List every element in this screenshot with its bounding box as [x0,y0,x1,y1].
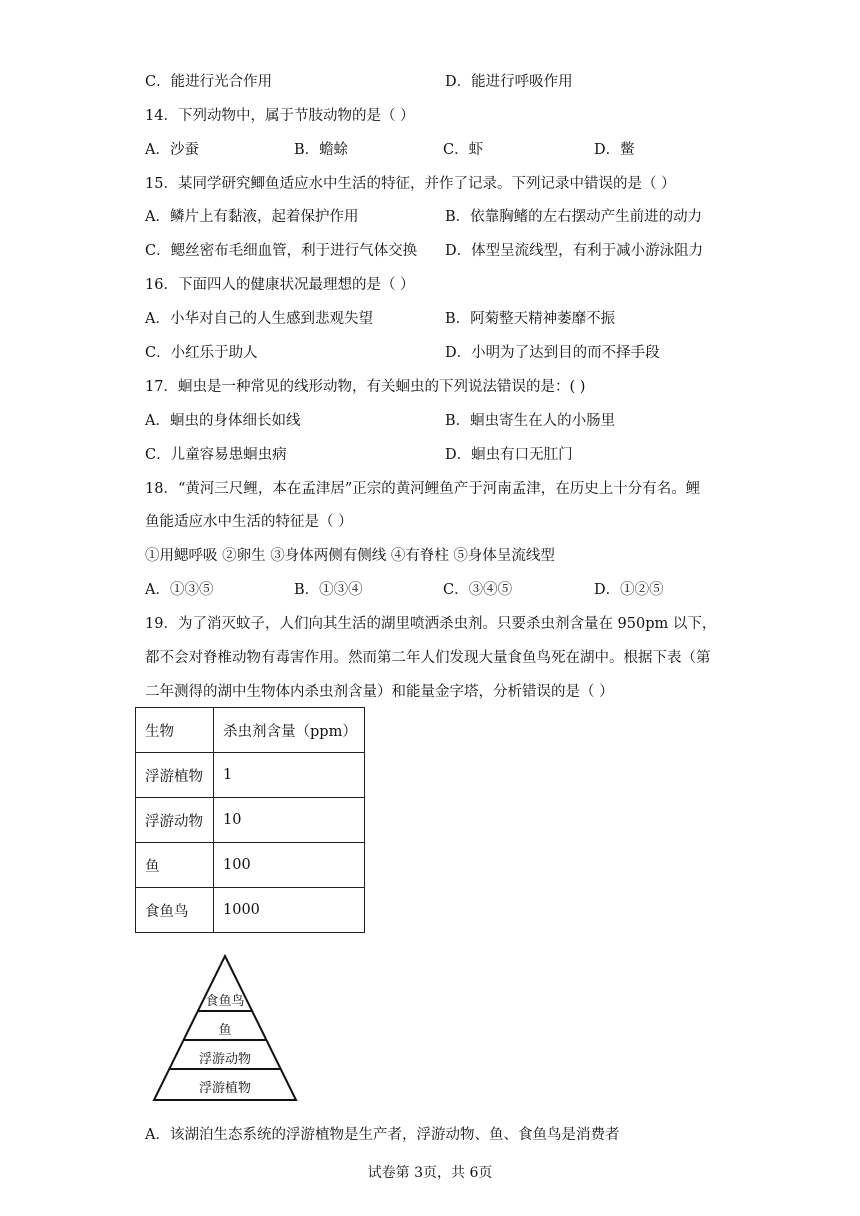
table-row [136,798,365,843]
q14-stem: 14．下列动物中，属于节肢动物的是（ ） [145,108,415,124]
q14-option-d: D．鳖 [594,142,635,158]
q17-option-c: C．儿童容易患蛔虫病 [145,447,287,463]
table-cell: 100 [214,843,365,888]
table-cell: 10 [214,798,365,843]
q15-option-b: B．依靠胸鳍的左右摆动产生前进的动力 [445,209,703,225]
pyramid-level-label: 鱼 [218,1023,232,1038]
energy-pyramid [150,952,300,1107]
table-row [136,888,365,933]
pyramid-level-label: 浮游动物 [198,1052,252,1067]
q17-option-a: A．蛔虫的身体细长如线 [145,413,301,429]
table-row [136,753,365,798]
q17-option-b: B．蛔虫寄生在人的小肠里 [445,413,616,429]
q18-option-d: D．①②⑤ [594,582,664,598]
page-footer: 试卷第 3页，共 6页 [367,1165,493,1181]
table-header-cell: 杀虫剂含量（ppm） [214,708,365,753]
pesticide-table [135,707,365,933]
q13-option-d: D．能进行呼吸作用 [445,74,573,90]
q18-stem-line-1: 18．“黄河三尺鲤，本在孟津居”正宗的黄河鲤鱼产于河南孟津，在历史上十分有名。鲤 [145,481,701,497]
table-row [136,843,365,888]
q17-stem: 17．蛔虫是一种常见的线形动物，有关蛔虫的下列说法错误的是：( ) [145,379,586,395]
q14-option-c: C．虾 [443,142,484,158]
q15-option-c: C．鳃丝密布毛细血管，利于进行气体交换 [145,243,418,259]
q14-option-b: B．蟾蜍 [294,142,349,158]
q16-option-c: C．小红乐于助人 [145,345,258,361]
q18-statement-list: ①用鳃呼吸 ②卵生 ③身体两侧有侧线 ④有脊柱 ⑤身体呈流线型 [145,548,555,564]
q16-option-b: B．阿菊整天精神萎靡不振 [445,311,616,327]
q16-option-a: A．小华对自己的人生感到悲观失望 [145,311,373,327]
q15-stem: 15．某同学研究鲫鱼适应水中生活的特征，并作了记录。下列记录中错误的是（ ） [145,176,676,192]
q18-option-a: A．①③⑤ [145,582,214,598]
table-cell: 浮游植物 [136,753,214,798]
pyramid-level-label: 浮游植物 [198,1081,252,1096]
q17-option-d: D．蛔虫有口无肛门 [445,447,573,463]
q15-option-d: D．体型呈流线型，有利于减小游泳阻力 [445,243,704,259]
q19-option-a: A．该湖泊生态系统的浮游植物是生产者，浮游动物、鱼、食鱼鸟是消费者 [145,1127,620,1143]
table-header-row [136,708,365,753]
q18-stem-line-2: 鱼能适应水中生活的特征是（ ） [145,514,353,530]
q13-option-c: C．能进行光合作用 [145,74,273,90]
q19-stem-line-2: 都不会对脊椎动物有毒害作用。然而第二年人们发现大量食鱼鸟死在湖中。根据下表（第 [145,650,711,666]
table-cell: 鱼 [136,843,214,888]
table-cell: 1 [214,753,365,798]
table-cell: 食鱼鸟 [136,888,214,933]
table-header-cell: 生物 [136,708,214,753]
q15-option-a: A．鳞片上有黏液，起着保护作用 [145,209,359,225]
q19-stem-line-3: 二年测得的湖中生物体内杀虫剂含量）和能量金字塔，分析错误的是（ ） [145,684,614,700]
q16-option-d: D．小明为了达到目的而不择手段 [445,345,660,361]
q18-option-c: C．③④⑤ [443,582,513,598]
pyramid-level-label: 食鱼鸟 [205,994,245,1009]
q19-stem-line-1: 19．为了消灭蚊子，人们向其生活的湖里喷洒杀虫剂。只要杀虫剂含量在 950pm 以下， [145,616,717,632]
table-cell: 浮游动物 [136,798,214,843]
table-cell: 1000 [214,888,365,933]
q18-option-b: B．①③④ [294,582,363,598]
q16-stem: 16．下面四人的健康状况最理想的是（ ） [145,277,415,293]
q14-option-a: A．沙蚕 [145,142,199,158]
